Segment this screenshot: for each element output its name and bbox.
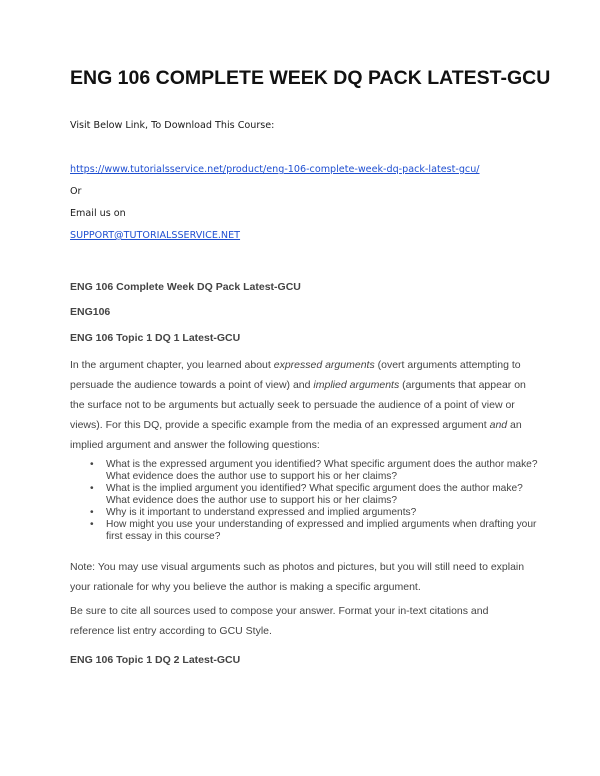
bullet-icon: •	[90, 507, 94, 518]
bullet-icon: •	[90, 483, 94, 494]
dq1-heading: ENG 106 Topic 1 DQ 1 Latest-GCU	[70, 332, 241, 344]
prompt-text: In the argument chapter, you learned about	[70, 359, 274, 371]
question-text: Why is it important to understand expressed and implied arguments?	[106, 507, 417, 518]
dq1-prompt-paragraph	[70, 355, 532, 455]
question-list	[70, 459, 540, 543]
implied-arguments-term: implied arguments	[313, 379, 400, 391]
expressed-arguments-term: expressed arguments	[273, 359, 375, 371]
prompt-text: (arguments that appear on the surface not to be arguments but actually seek to persuade the audience of a point of view or views). For this DQ, provide a specific example from the media of an expressed argument	[70, 379, 526, 431]
course-code-heading: ENG106	[70, 306, 111, 318]
citation-paragraph: Be sure to cite all sources used to compose your answer. Format your in-text citations and reference list entry according to GCU Style.	[70, 605, 489, 637]
question-text: How might you use your understanding of expressed and implied arguments when drafting your first essay in this course?	[106, 519, 537, 542]
prompt-text: an implied argument and answer the following questions:	[70, 419, 522, 451]
visit-instruction: Visit Below Link, To Download This Course:	[70, 120, 275, 131]
question-text: What is the implied argument you identified? What specific argument does the author make? What evidence does the author use to support his or her claims?	[106, 483, 523, 506]
or-text: Or	[70, 186, 82, 197]
email-label: Email us on	[70, 208, 126, 219]
dq2-heading: ENG 106 Topic 1 DQ 2 Latest-GCU	[70, 654, 241, 666]
and-emphasis: and	[489, 419, 508, 431]
list-item	[70, 519, 540, 543]
pack-heading: ENG 106 Complete Week DQ Pack Latest-GCU	[70, 281, 301, 293]
bullet-icon: •	[90, 459, 94, 470]
bullet-icon: •	[90, 519, 94, 530]
question-text: What is the expressed argument you identified? What specific argument does the author make? What evidence does the author use to support his or her claims?	[106, 459, 538, 482]
email-link[interactable]: SUPPORT@TUTORIALSSERVICE.NET	[70, 230, 241, 241]
note-paragraph: Note: You may use visual arguments such as photos and pictures, but you will still need to explain your rationale for why you believe the author is making a specific argument.	[70, 561, 525, 593]
list-item	[70, 459, 540, 483]
list-item	[70, 507, 540, 519]
document-title: ENG 106 COMPLETE WEEK DQ PACK LATEST-GCU	[70, 67, 551, 89]
prompt-text: (overt arguments attempting to persuade the audience towards a point of view) and	[70, 359, 521, 391]
course-link[interactable]: https://www.tutorialsservice.net/product/eng-106-complete-week-dq-pack-latest-gcu/	[70, 164, 480, 175]
list-item	[70, 483, 540, 507]
